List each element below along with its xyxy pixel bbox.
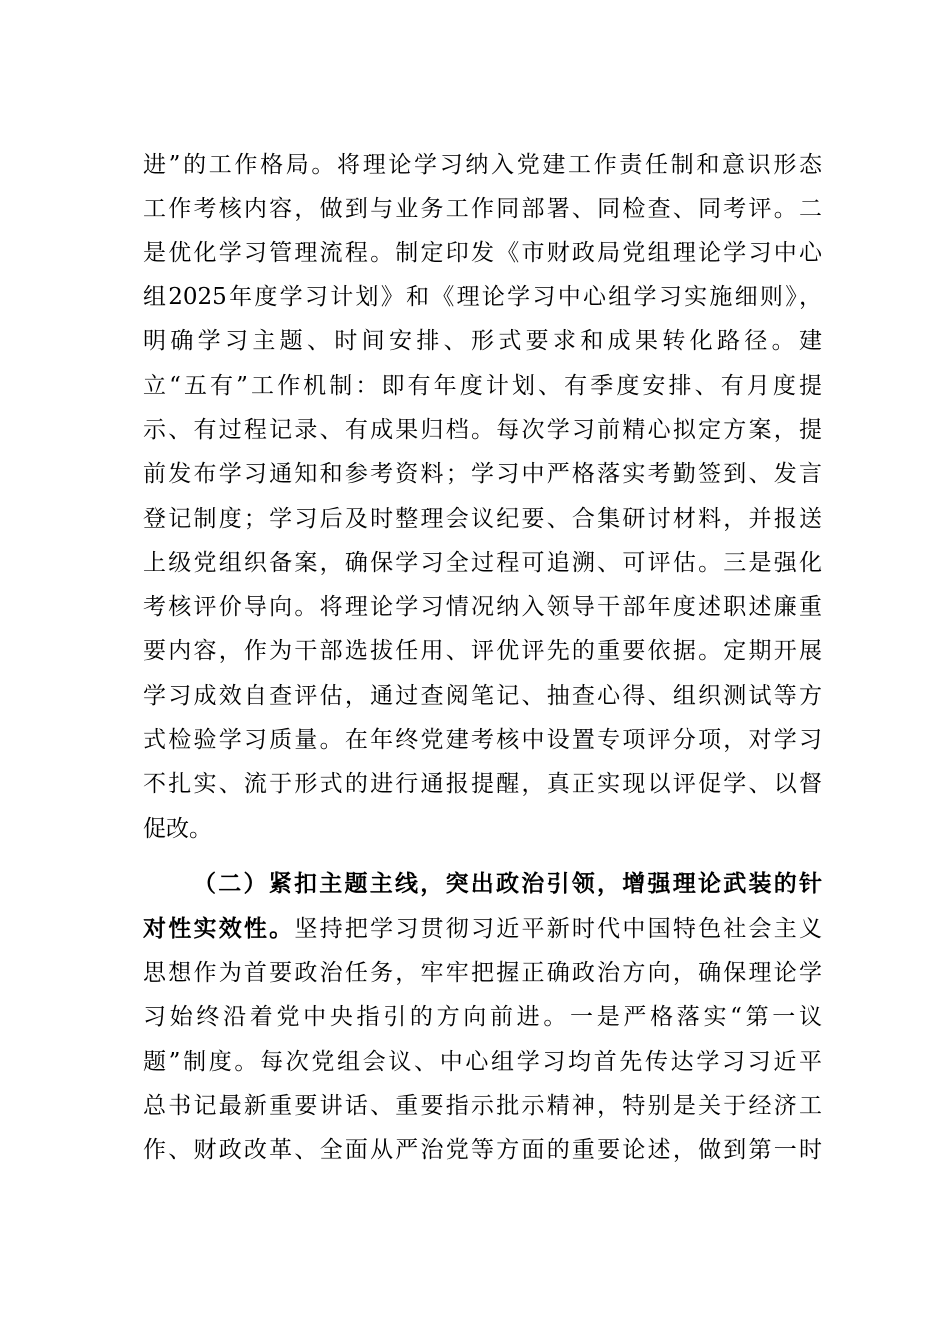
text-line [143, 674, 822, 718]
bold-heading-text: （二）紧扣主题主线，突出政治引领，增强理论武装的针 [193, 870, 822, 897]
text-line [143, 951, 822, 995]
text-line [193, 862, 822, 906]
body-text: 是优化学习管理流程。制定印发《市财政局党组理论学习中心 [143, 240, 822, 266]
body-text: 不扎实、流于形式的进行通报提醒，真正实现以评促学、以督 [143, 771, 822, 797]
text-line [143, 452, 822, 496]
body-text: 工作考核内容，做到与业务工作同部署、同检查、同考评。二 [143, 196, 822, 222]
text-line [143, 995, 822, 1039]
body-text: 总书记最新重要讲话、重要指示批示精神，特别是关于经济工 [143, 1093, 822, 1119]
body-text: 学习成效自查评估，通过查阅笔记、抽查心得、组织测试等方 [143, 683, 822, 709]
text-line [143, 143, 822, 187]
body-text: 思想作为首要政治任务，牢牢把握正确政治方向，确保理论学 [143, 960, 822, 986]
body-text: 明确学习主题、时间安排、形式要求和成果转化路径。建 [143, 328, 822, 354]
body-text: 前发布学习通知和参考资料；学习中严格落实考勤签到、发言 [143, 461, 822, 487]
text-line [143, 231, 822, 275]
bold-heading-text: 对性实效性。 [143, 915, 295, 942]
text-line [143, 1084, 822, 1128]
body-text: 促改。 [143, 816, 212, 842]
body-text: 上级党组织备案，确保学习全过程可追溯、可评估。三是强化 [143, 550, 822, 576]
body-text: 要内容，作为干部选拔任用、评优评先的重要依据。定期开展 [143, 638, 822, 664]
text-line [143, 1040, 822, 1084]
body-text: 登记制度；学习后及时整理会议纪要、合集研讨材料，并报送 [143, 506, 822, 532]
text-line [143, 408, 822, 452]
body-text: 进”的工作格局。将理论学习纳入党建工作责任制和意识形态 [143, 152, 822, 178]
body-text: 组2025年度学习计划》和《理论学习中心组学习实施细则》， [143, 284, 822, 310]
text-line [143, 718, 822, 762]
body-text: 考核评价导向。将理论学习情况纳入领导干部年度述职述廉重 [143, 594, 822, 620]
text-line [143, 319, 822, 363]
text-line [143, 907, 822, 951]
text-line [143, 275, 822, 319]
body-text: 作、财政改革、全面从严治党等方面的重要论述，做到第一时 [143, 1137, 822, 1163]
body-text: 立“五有”工作机制：即有年度计划、有季度安排、有月度提 [143, 373, 822, 399]
text-line [143, 541, 822, 585]
body-text: 示、有过程记录、有成果归档。每次学习前精心拟定方案，提 [143, 417, 822, 443]
text-line [143, 585, 822, 629]
text-line [143, 762, 822, 806]
body-text: 式检验学习质量。在年终党建考核中设置专项评分项，对学习 [143, 727, 822, 753]
body-text: 习始终沿着党中央指引的方向前进。一是严格落实“第一议 [143, 1004, 822, 1030]
text-line [143, 497, 822, 541]
text-line [143, 807, 822, 851]
text-line [143, 187, 822, 231]
body-text: 坚持把学习贯彻习近平新时代中国特色社会主义 [294, 916, 823, 942]
body-text: 题”制度。每次党组会议、中心组学习均首先传达学习习近平 [143, 1049, 822, 1075]
text-line [143, 629, 822, 673]
text-line [143, 364, 822, 408]
text-line [143, 1128, 822, 1172]
